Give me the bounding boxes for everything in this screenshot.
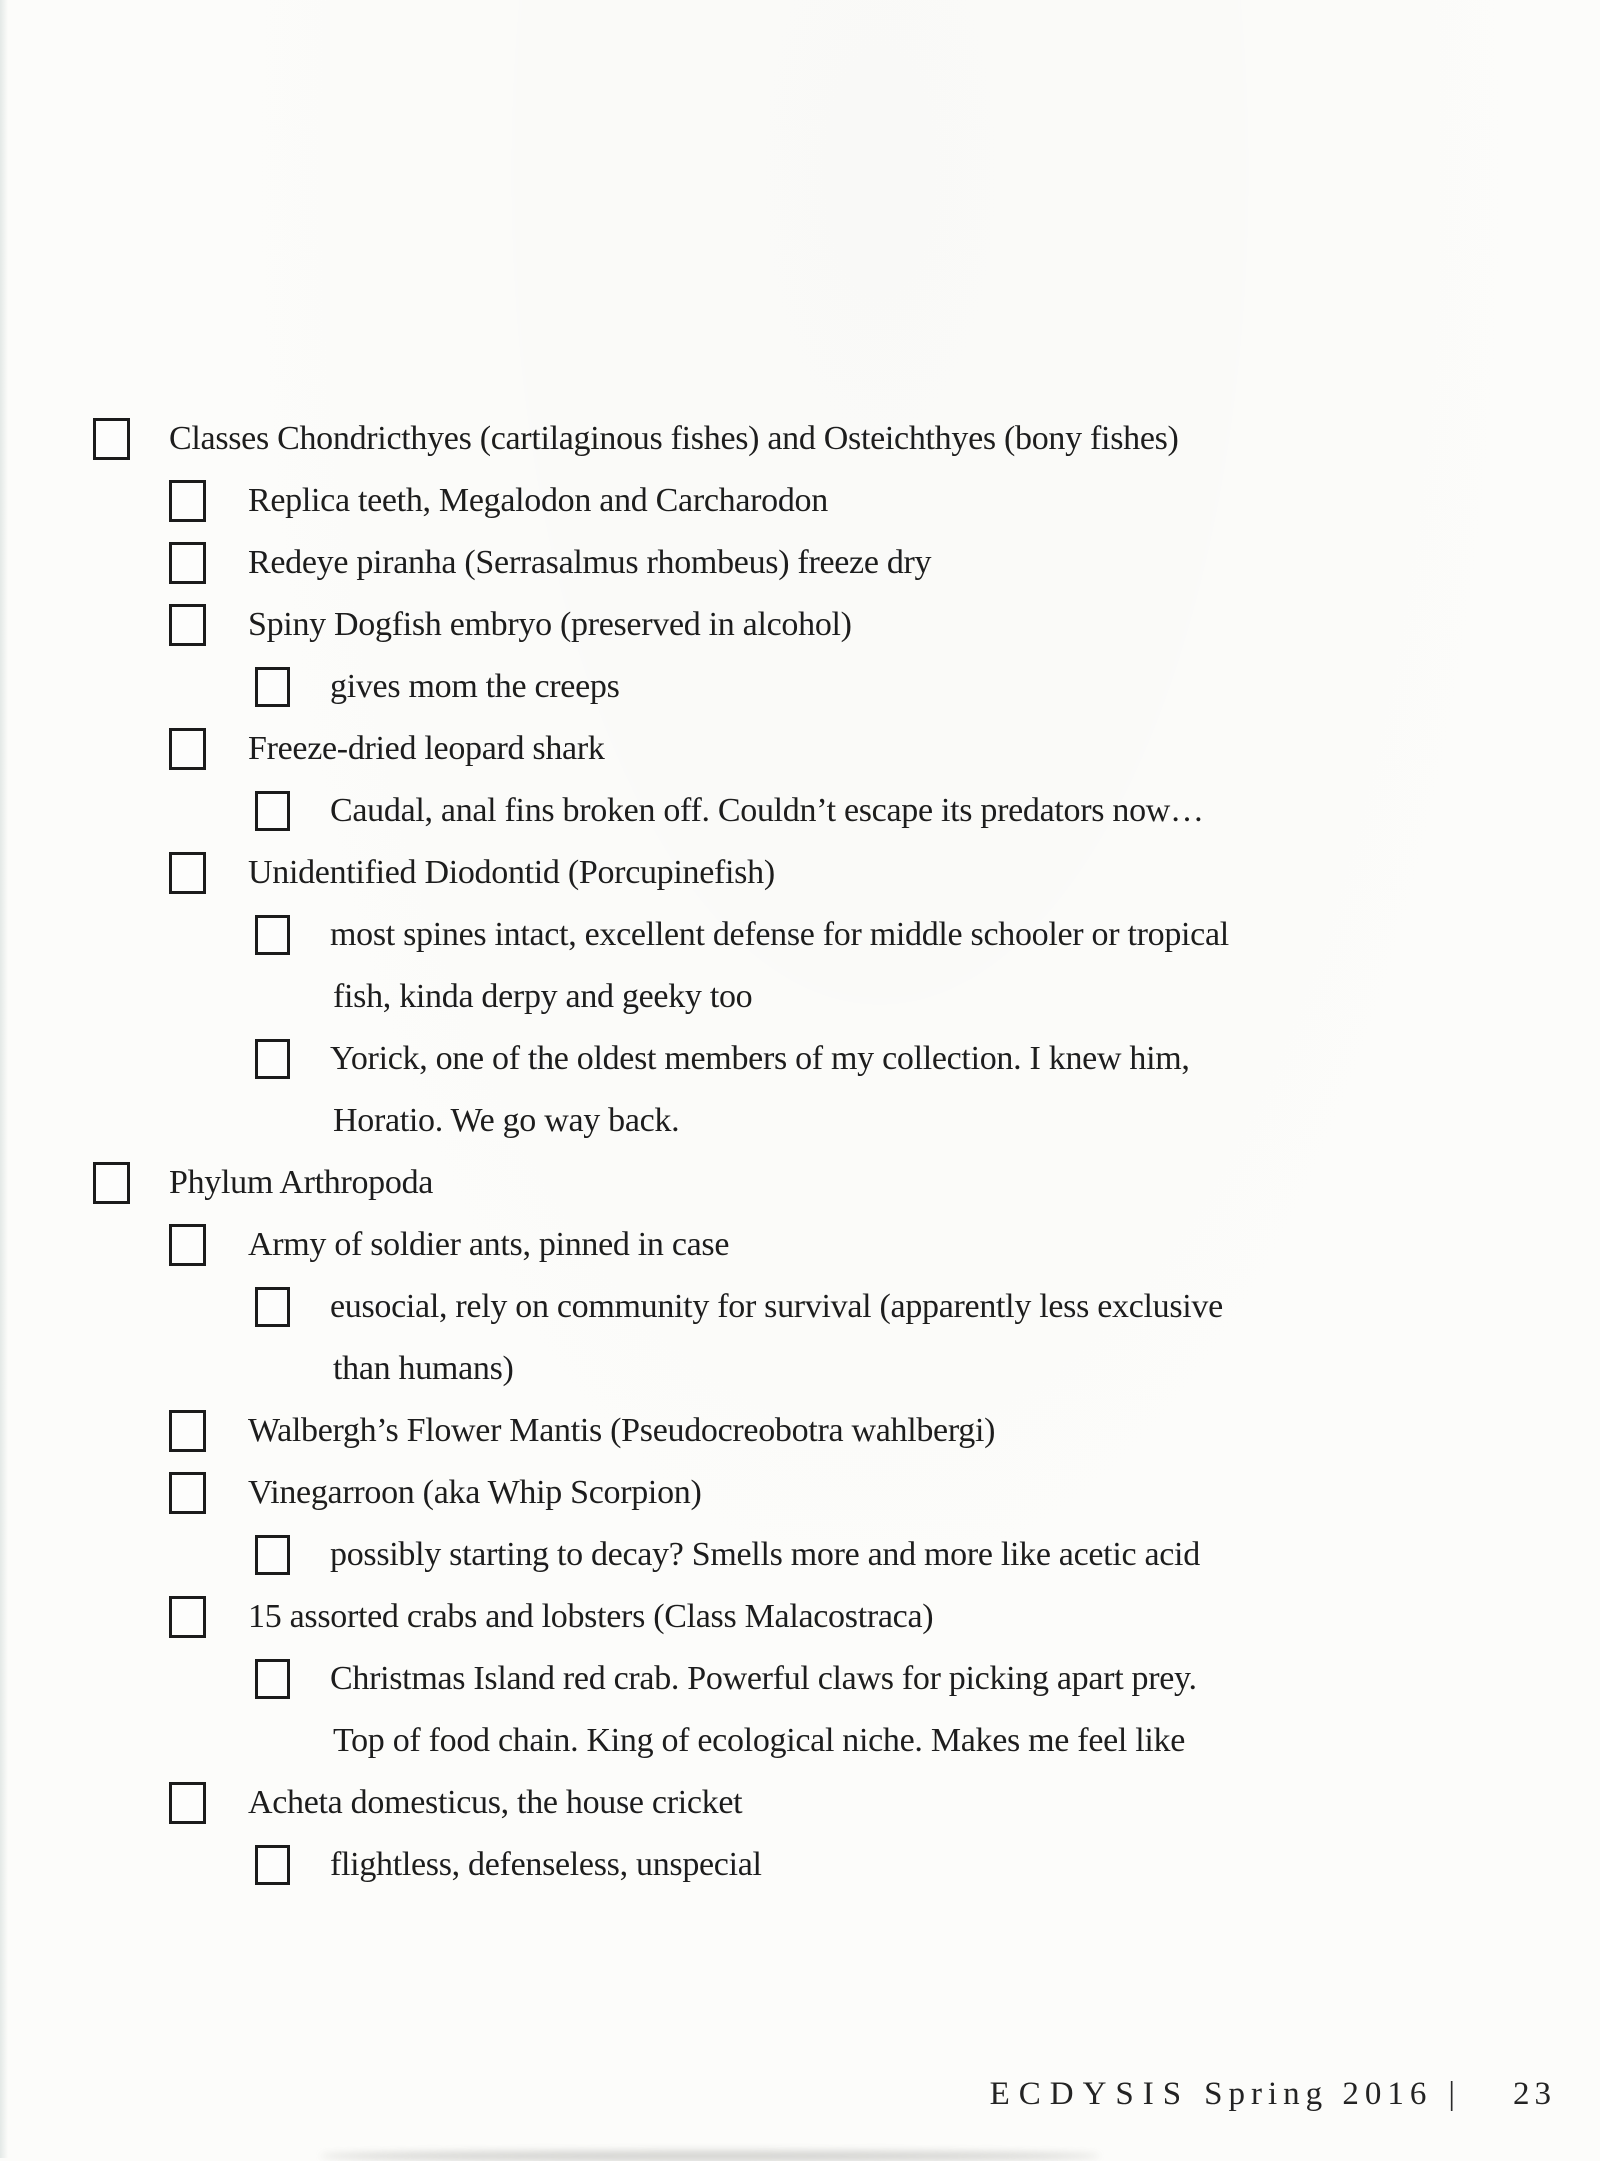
checklist-item-text: Spiny Dogfish embryo (preserved in alcohol) — [248, 606, 852, 643]
checkbox[interactable] — [169, 1782, 206, 1824]
checklist-item-text: Yorick, one of the oldest members of my collection. I knew him, — [330, 1040, 1190, 1077]
checklist-item-text: Redeye piranha (Serrasalmus rhombeus) freeze dry — [248, 544, 932, 581]
checkbox[interactable] — [255, 1845, 290, 1885]
checkbox[interactable] — [255, 667, 290, 707]
footer-page-number: 23 — [1513, 2076, 1556, 2112]
checklist-item-text: Unidentified Diodontid (Porcupinefish) — [248, 854, 775, 891]
checklist-item-text: Replica teeth, Megalodon and Carcharodon — [248, 482, 828, 519]
checkbox[interactable] — [169, 1224, 206, 1266]
checklist-item-text: most spines intact, excellent defense for middle schooler or tropical — [330, 916, 1229, 953]
checklist-item-text: Walbergh’s Flower Mantis (Pseudocreobotra wahlbergi) — [248, 1412, 996, 1449]
checkbox[interactable] — [93, 418, 130, 460]
checkbox[interactable] — [169, 604, 206, 646]
checklist-item-text: Freeze-dried leopard shark — [248, 730, 605, 767]
checklist-item-text: Caudal, anal fins broken off. Couldn’t escape its predators now… — [330, 792, 1204, 829]
checklist-item — [0, 1214, 1600, 1276]
footer-separator: | — [1448, 2076, 1455, 2112]
checklist-item — [0, 780, 1600, 842]
checkbox[interactable] — [169, 480, 206, 522]
checklist-item-text: eusocial, rely on community for survival (apparently less exclusive — [330, 1288, 1223, 1325]
checklist-item — [0, 594, 1600, 656]
checklist-item — [0, 1772, 1600, 1834]
checklist-item — [0, 1586, 1600, 1648]
checklist-item — [0, 842, 1600, 904]
checklist-item-text: Horatio. We go way back. — [333, 1102, 680, 1139]
checkbox[interactable] — [169, 728, 206, 770]
checklist-item — [0, 532, 1600, 594]
checklist-item-text: than humans) — [333, 1350, 514, 1387]
scan-bottom-smudge — [320, 2151, 1100, 2161]
footer-journal-title: ECDYSIS — [989, 2076, 1191, 2112]
checklist-item — [0, 1028, 1600, 1090]
checklist-item-text: possibly starting to decay? Smells more and more like acetic acid — [330, 1536, 1200, 1573]
checklist-item — [0, 1524, 1600, 1586]
checklist-item — [0, 1338, 1600, 1400]
checklist-item — [0, 718, 1600, 780]
checkbox[interactable] — [255, 791, 290, 831]
checklist-item-text: 15 assorted crabs and lobsters (Class Malacostraca) — [248, 1598, 934, 1635]
checkbox[interactable] — [169, 542, 206, 584]
checklist-item — [0, 656, 1600, 718]
checkbox[interactable] — [169, 1410, 206, 1452]
footer — [990, 2076, 1556, 2113]
checklist-item — [0, 1710, 1600, 1772]
checklist-item — [0, 1462, 1600, 1524]
checklist-item — [0, 966, 1600, 1028]
checklist-item-text: fish, kinda derpy and geeky too — [333, 978, 753, 1015]
checkbox[interactable] — [255, 1659, 290, 1699]
checkbox[interactable] — [255, 1287, 290, 1327]
checklist-item — [0, 1152, 1600, 1214]
checklist — [0, 408, 1600, 1896]
checkbox[interactable] — [169, 1472, 206, 1514]
checklist-item-text: Christmas Island red crab. Powerful claws for picking apart prey. — [330, 1660, 1197, 1697]
checklist-item — [0, 1276, 1600, 1338]
checkbox[interactable] — [169, 1596, 206, 1638]
checkbox[interactable] — [93, 1162, 130, 1204]
checklist-item-text: flightless, defenseless, unspecial — [330, 1846, 762, 1883]
checkbox[interactable] — [255, 1039, 290, 1079]
checklist-item-text: Phylum Arthropoda — [169, 1164, 434, 1201]
checklist-item-text: gives mom the creeps — [330, 668, 620, 705]
checklist-item — [0, 1648, 1600, 1710]
checklist-item — [0, 1834, 1600, 1896]
checklist-item-text: Army of soldier ants, pinned in case — [248, 1226, 730, 1263]
checklist-item — [0, 904, 1600, 966]
checklist-item — [0, 1090, 1600, 1152]
checklist-item-text: Classes Chondricthyes (cartilaginous fishes) and Osteichthyes (bony fishes) — [169, 420, 1179, 457]
checkbox[interactable] — [169, 852, 206, 894]
checklist-item — [0, 408, 1600, 470]
checkbox[interactable] — [255, 1535, 290, 1575]
checklist-item — [0, 470, 1600, 532]
checklist-item-text: Vinegarroon (aka Whip Scorpion) — [248, 1474, 702, 1511]
checkbox[interactable] — [255, 915, 290, 955]
checklist-item-text: Acheta domesticus, the house cricket — [248, 1784, 743, 1821]
checklist-item — [0, 1400, 1600, 1462]
footer-issue: Spring 2016 — [1204, 2076, 1433, 2112]
checklist-item-text: Top of food chain. King of ecological niche. Makes me feel like — [333, 1722, 1186, 1759]
